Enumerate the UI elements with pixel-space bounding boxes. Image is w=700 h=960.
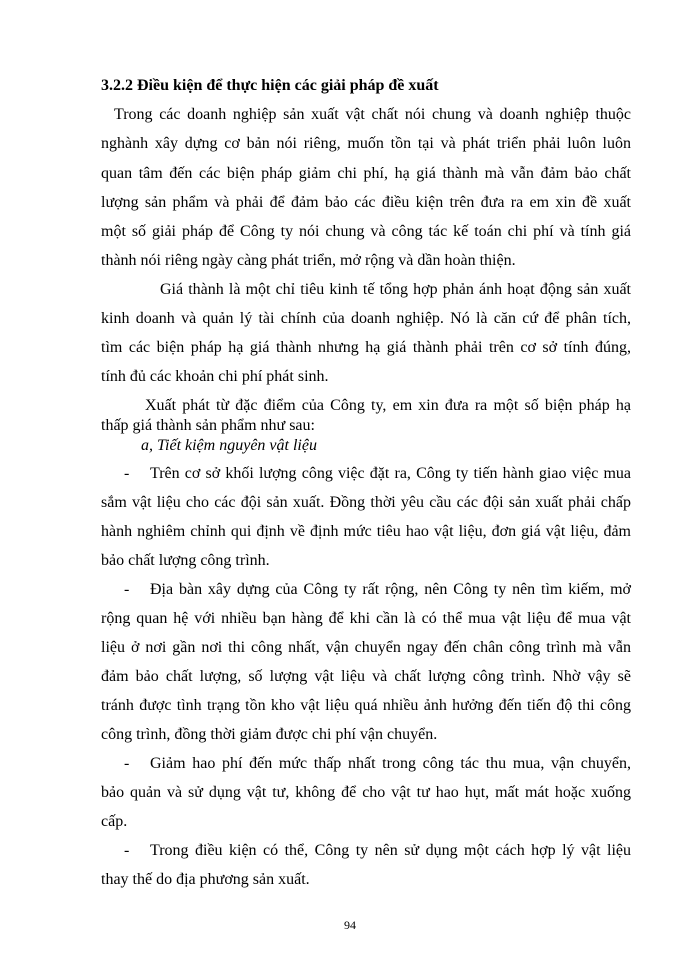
bullet-1-line: hành nghiêm chỉnh qui định về định mức tiêu hao vật liệu, đơn giá vật liệu, đảm [101,523,631,540]
bullet-3-line: cấp. [101,813,128,830]
subsection-heading: a, Tiết kiệm nguyên vật liệu [141,437,317,454]
bullet-2-line: đảm bảo chất lượng, số lượng vật liệu và chất lượng công trình. Nhờ vậy sẽ [101,668,631,685]
paragraph-1-line: lượng sản phẩm và phải để đảm bảo các điều kiện trên đưa ra em xin đề xuất [101,194,631,211]
bullet-2-line: công trình, đồng thời giảm được chi phí vận chuyển. [101,726,438,743]
paragraph-2-line: tìm các biện pháp hạ giá thành nhưng hạ giá thành phải trên cơ sở tính đúng, [101,339,631,356]
section-heading: 3.2.2 Điều kiện để thực hiện các giải pháp đề xuất [101,77,439,94]
paragraph-1-line: quan tâm đến các biện pháp giảm chi phí, hạ giá thành mà vẫn đảm bảo chất [101,165,631,182]
paragraph-1-line: một số giải pháp để Công ty nói chung và công tác kế toán chi phí và tính giá [101,223,631,240]
bullet-4-line: Trong điều kiện có thể, Công ty nên sử dụng một cách hợp lý vật liệu [150,842,631,859]
bullet-2-line: liệu ở nơi gần nơi thi công nhất, vận chuyển ngay đến chân công trình mà vẫn [101,639,631,656]
paragraph-1-line: nghành xây dựng cơ bản nói riêng, muốn tồn tại và phát triển phải luôn luôn [101,135,631,152]
paragraph-2-line: tính đủ các khoản chi phí phát sinh. [101,368,329,385]
page-number: 94 [344,918,356,932]
paragraph-1-line: thành nói riêng ngày càng phát triển, mở rộng và dần hoàn thiện. [101,252,516,269]
paragraph-3-line: Xuất phát từ đặc điểm của Công ty, em xin đưa ra một số biện pháp hạ [145,397,631,414]
bullet-1-line: bảo chất lượng công trình. [101,552,270,569]
bullet-dash: - [124,465,130,482]
paragraph-1-line: Trong các doanh nghiệp sản xuất vật chất nói chung và doanh nghiệp thuộc [114,106,631,123]
paragraph-3-line: thấp giá thành sản phẩm như sau: [101,417,315,434]
bullet-3-line: bảo quản và sử dụng vật tư, không để cho vật tư hao hụt, mất mát hoặc xuống [101,784,631,801]
bullet-4-line: thay thế do địa phương sản xuất. [101,871,310,888]
paragraph-2-line: kinh doanh và quản lý tài chính của doanh nghiệp. Nó là căn cứ để phân tích, [101,310,631,327]
paragraph-2-line: Giá thành là một chỉ tiêu kinh tế tổng hợp phản ánh hoạt động sản xuất [160,281,631,298]
bullet-2-line: Địa bàn xây dựng của Công ty rất rộng, nên Công ty nên tìm kiếm, mở [150,581,631,598]
bullet-1-line: Trên cơ sở khối lượng công việc đặt ra, Công ty tiến hành giao việc mua [150,465,631,482]
bullet-dash: - [124,581,130,598]
bullet-2-line: rộng quan hệ với nhiều bạn hàng để khi cần là có thể mua vật liệu để mua vật [101,610,631,627]
bullet-dash: - [124,755,130,772]
bullet-dash: - [124,842,130,859]
bullet-3-line: Giảm hao phí đến mức thấp nhất trong công tác thu mua, vận chuyển, [150,755,631,772]
bullet-2-line: tránh được tình trạng tồn kho vật liệu quá nhiều ảnh hưởng đến tiến độ thi công [101,697,631,714]
bullet-1-line: sắm vật liệu cho các đội sản xuất. Đồng thời yêu cầu các đội sản xuất phải chấp [101,494,631,511]
